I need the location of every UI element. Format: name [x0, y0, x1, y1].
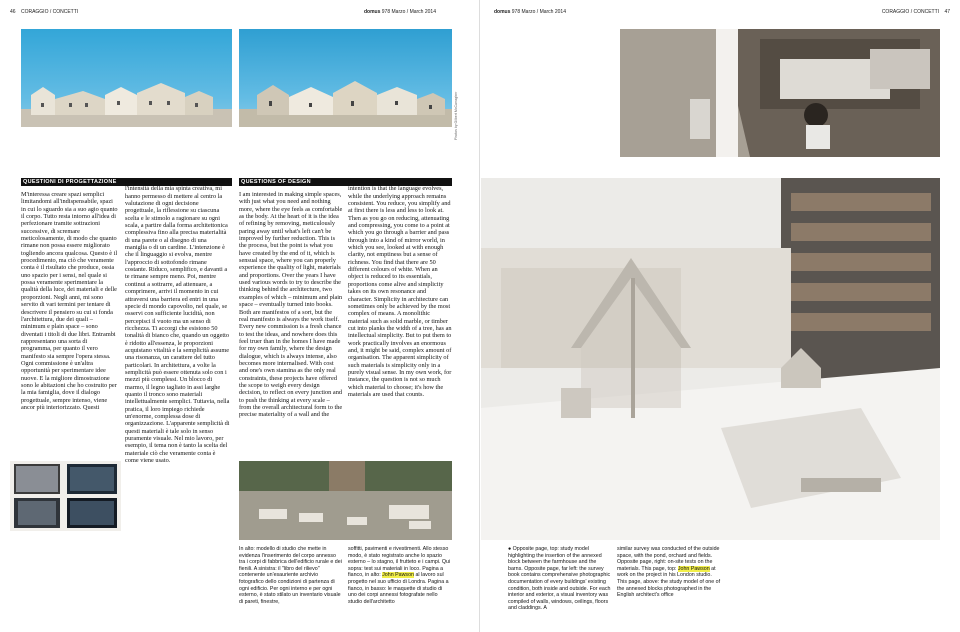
material-tests-photo — [239, 461, 452, 540]
right-issue-header — [494, 9, 566, 15]
right-page-header — [882, 9, 950, 15]
right-page-number: 47 — [944, 9, 950, 15]
italian-text-column-2: progetti, in cui i limiti erano solo i costi e l'intensità della mia spinta creativa, mi hanno permesso di mettere al centro la valutazione di ogni decisione progettuale, la riflessione su ciascuna scelta e le stimolo a ragionare su ogni scala, a partire dalla forma architettonica complessiva fino alla precisa materialità di una parete o al disegno di una maniglia o di un cardine. L'intenzione è che il linguaggio si evolva, mentre l'approccio di sottofondo rimane costante. Riduco, semplifico, e davanti a te rimane sempre meno. Poi, mentre continui a sottrarre, ad attenuare, a comprimere, arrivi il momento in cui attraversi una barriera ed entri in una specie di mondo capovolto, nel quale, se osservi con sufficiente lucidità, non percepisci il vuoto ma un senso di ricchezza. Ti accorgi che esistono 50 tonalità di bianco che, quando un oggetto è ridotto all'essenza, le proporzioni acquistano vitalità e la semplicità assume una risonanza, un carattere del tutto particolari. In architettura, a volte la semplicità può essere ottenuta solo con i mezzi più complessi. Un blocco di marmo, il legno tagliato in assi larghe quanto il tronco sono materiali intellettualmente semplici. Tuttavia, nella pratica, il loro impiego richiede un'enorme, complessa dose di organizzazione. L'apparente semplicità di questi materiali è tale solo in senso puramente visuale. Nel mio lavoro, per esempio, il tema non è tanto la scelta del materiale ciò che veramente conta è come viene usato. — [125, 178, 230, 465]
john-pawson-studio-image — [620, 29, 940, 157]
left-section-label: CORAGGIO / CONCETTI — [20, 9, 79, 15]
section-title-it: QUESTIONI DI PROGETTAZIONE — [21, 178, 232, 186]
study-model-image — [481, 178, 940, 540]
caption-italian-highlight-name: John Pawson — [382, 572, 414, 579]
left-page-number: 46 — [10, 9, 16, 15]
page-gutter — [479, 0, 480, 632]
photo-credit — [454, 60, 460, 140]
farmhouse-model-angle-image — [239, 29, 452, 127]
caption-italian-b-post: al lavoro sul progetto nel suo ufficio di Londra. Pagina a fianco, in basso: le maquette di studio di uno dei corpi annessi fotografate nello studio dell'architetto — [348, 572, 449, 605]
caption-english-b-post: at work on the project in his London studio. This page, above: the study model of one of the annexed blocks photographed in the English architect's office — [617, 565, 721, 599]
right-issue-label: 978 Marzo / March 2014 — [511, 9, 566, 15]
survey-book-image — [10, 461, 121, 531]
caption-english-b-pre: similar survey was conducted of the outside space, with the pond, orchard and fields. Opposite page, right: on-site tests on the materials. This page, top: — [617, 546, 720, 572]
caption-italian-b — [348, 546, 452, 626]
english-text-column-1: I am interested in making simple spaces, with just what you need and nothing more, where the eye feels as comfortable as the body. At the heart of it is the idea of refining by removing, meticulously paring away until what's left can't be improved by further reduction. This is the process, but the point is what you have created by the end of it, which is sensual space, where you can properly experience the quality of light, materials and proportions. Over the years I have used various words to try to describe the thinking behind the architecture, two examples of which – minimum and plain space – eventually turned into books. Both are manifestos of a sort, but the real manifesto is always the work itself. Every new commission is a fresh chance to test the ideas, and nowhere does this feel truer than in the homes I have made for my own family, where the design dialogue, which is always intense, also becomes more internalised. With cost and one's own stamina as the only real constraints, these projects have offered the scope to weigh every design decision, to reflect on every junction and to push the thinking at every scale – from the overall architectural form to the precise materiality of a wall and the — [239, 191, 343, 419]
photo-credit-text: Photos by Gilbert McCarragher — [454, 91, 458, 140]
english-text-column-2: design of a hinge or handle. The intention is that the language evolves, while the underlying approach remains consistent. You reduce, you simplify and at first there is less and less to look at. Then as you go on reducing, attenuating and compressing, you come to a point at which you go through a barrier and pass through into a kind of mirror world, in which you see, looked at with enough clarity, not emptiness but a sense of richness. You find that there are 50 different colours of white. When an object is reduced to its essentials, proportions come alive and simplicity takes on its own resonance and character. Simplicity in architecture can sometimes only be achieved by the most complex of means. A monolithic material such as solid marble, or timber cut into planks the width of a tree, has an intellectual simplicity. But to put them to work practically involves an enormous and, it might be said, complex amount of organisation. The apparent simplicity of such materials is simplicity only in a purely visual sense. In my own work, for instance, the question is not so much which material to choose; it's how the materials are used that counts. — [348, 178, 452, 398]
caption-italian-b-pre: soffitti, pavimenti e rivestimenti. Allo stesso modo, è stato registrato anche lo spazio esterno – lo stagno, il frutteto e i campi. Qui sopra: test sui materiali in loco. Pagina a fianco, in alto: — [348, 546, 451, 579]
studio-photo — [620, 29, 940, 157]
model-photo-2 — [239, 29, 452, 127]
model-photo-1 — [21, 29, 232, 127]
caption-english-b — [617, 546, 721, 626]
left-magazine-name: domus — [364, 9, 381, 15]
left-issue-label: 978 Marzo / March 2014 — [381, 9, 436, 15]
farmhouse-model-image — [21, 29, 232, 127]
left-page-header — [10, 9, 78, 15]
material-tests-image — [239, 461, 452, 540]
caption-english-a: ● Opposite page, top: study model highlighting the insertion of the annexed block between the farmhouse and the barns. Opposite page, far left: the survey book contains comprehensive photographic documentation of every buildings' existing condition, both inside and outside. For each interior and exterior, a visual inventory was compiled of walls, windows, ceilings, floors and claddings. A — [508, 546, 611, 612]
survey-book-photo — [10, 461, 121, 531]
section-title-en: QUESTIONS OF DESIGN — [239, 178, 452, 186]
italian-text-column-1: M'interessa creare spazi semplici limitandomi all'indispensabile, spazi in cui lo sguardo sia a suo agio quanto il corpo. Tutto resta intorno all'idea di perfezionare tramite sottrazioni successive, di scremare meticolosamente, di modo che quanto rimane non possa essere migliorato togliendo ancora qualcosa. Questo è il procedimento, ma ciò che veramente conta è il risultato che produce, ossia uno spazio per i sensi, nel quale si possa veramente sperimentare la qualità della luce, dei materiali e delle proporzioni. Negli anni, mi sono servito di vari termini per tentare di descrivere il pensiero su cui si fonda l'architettura, due dei quali – minimum e plain space – sono diventati i titoli di due libri. Entrambi rappresentano una sorta di programma, per quanto il vero manifesto sia sempre l'opera stessa. Ogni commissione è un'altra opportunità per sperimentare idee nuove. E la migliore dimostrazione sono le abitazioni che ho costruito per la mia famiglia, dove il dialogo progettuale, sempre intenso, viene ancor più interiorizzato. Questi — [21, 191, 118, 411]
left-issue-header — [364, 9, 436, 15]
right-section-label: CORAGGIO / CONCETTI — [881, 9, 940, 15]
caption-english-highlight-name: John Pawson — [677, 565, 710, 572]
caption-italian-a: In alto: modello di studio che mette in evidenza l'inserimento del corpo annesso tra i corpi di fabbrica dell'edificio rurale e dei fienili. A sinistra: il "libro del rilievo" contenente un'esauriente archivio fotografico dello condizioni di partenza di ogni edificio. Per ogni interno e per ogni esterno, è stato stilato un inventario visuale di pareti, finestre, — [239, 546, 342, 605]
right-magazine-name: domus — [494, 9, 511, 15]
study-model-photo — [481, 178, 940, 540]
